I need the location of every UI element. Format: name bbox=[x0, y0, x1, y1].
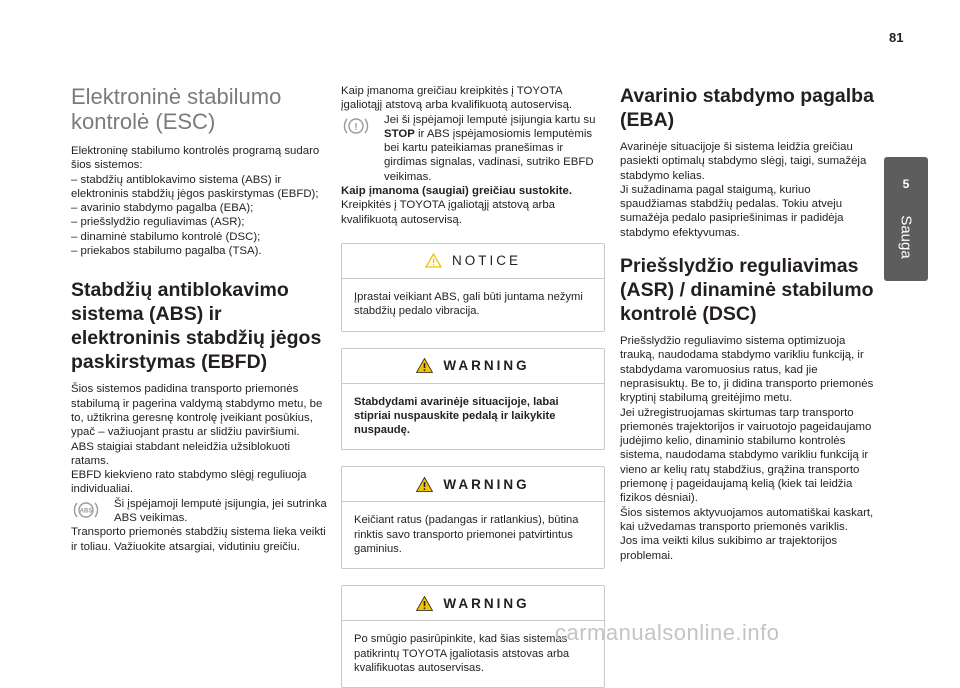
notice-header bbox=[342, 244, 604, 279]
asr-paragraph: Priešslydžio reguliavimo sistema optimizuoja trauką, naudodama stabdymo varikliu funkciją, ir stabdydama varomuosius ratus, kad jie neprasisuktų. Be to, ji didina transporto priemonės kryptinį stabilumą greitėjimo metu. bbox=[620, 335, 874, 405]
warning-header bbox=[342, 349, 604, 384]
eba-paragraph: Ji sužadinama pagal staigumą, kuriuo spaudžiamas stabdžių pedalas. Tokiu atveju sumažėja pedalo pasipriešinimas ir padidėja stabdymo efektyvumas. bbox=[620, 183, 844, 239]
abs-warning-lamp-note bbox=[71, 497, 329, 526]
warning-triangle-icon bbox=[416, 477, 433, 492]
esc-list-item: – stabdžių antiblokavimo sistema (ABS) ir elektroninis stabdžių jėgos paskirstymas (EBFD); bbox=[71, 173, 319, 200]
esc-list-item: – priešslydžio reguliavimas (ASR); bbox=[71, 216, 245, 229]
abs-paragraph: Transporto priemonės stabdžių sistema lieka veikti ir toliau. Važiuokite atsargiai, vidutiniu greičiu. bbox=[71, 526, 326, 553]
service-paragraph: Kaip įmanoma greičiau kreipkitės į TOYOTA įgaliotąjį atstovą arba kvalifikuotą autoservisą. bbox=[341, 85, 573, 112]
ebfd-warning-lamp-note bbox=[341, 113, 605, 184]
notice-triangle-icon bbox=[425, 253, 442, 268]
esc-heading bbox=[71, 84, 329, 134]
esc-heading-line1: Elektroninė stabilumo bbox=[71, 84, 282, 109]
watermark: carmanualsonline.info bbox=[555, 620, 780, 645]
warning-text: Stabdydami avarinėje situacijoje, labai stipriai nuspauskite pedalą ir laikykite nuspaudę. bbox=[354, 395, 559, 437]
column-left bbox=[71, 84, 329, 554]
stop-label: STOP bbox=[384, 127, 415, 140]
warning-text: Po smūgio pasirūpinkite, kad šias sistemas patikrintų TOYOTA įgaliotasis atstovas arba kvalifikuotas autoservisas. bbox=[354, 633, 570, 674]
column-right bbox=[620, 84, 878, 563]
asr-paragraph: Šios sistemos aktyvuojamos automatiškai kaskart, kai užvedamas transporto priemonės variklis. bbox=[620, 506, 874, 533]
esc-list-item: – priekabos stabilumo pagalba (TSA). bbox=[71, 245, 262, 258]
abs-warning-lamp-icon bbox=[73, 499, 99, 521]
esc-heading-line2: kontrolė (ESC) bbox=[71, 109, 216, 134]
abs-lamp-text: Ši įspėjamoji lemputė įsijungia, jei sutrinka ABS veikimas. bbox=[114, 497, 327, 525]
chapter-tab[interactable] bbox=[884, 157, 928, 281]
warning-header bbox=[342, 586, 604, 621]
abs-paragraph: EBFD kiekvieno rato stabdymo slėgį reguliuoja individualiai. bbox=[71, 469, 307, 496]
chapter-label: Sauga bbox=[897, 215, 915, 259]
ebfd-lamp-text-cont: ir ABS įspėjamosiomis lemputėmis bei kartu pateikiamas pranešimas ir girdimas signalas, vadinasi, sutriko EBFD veikimas. bbox=[384, 127, 594, 183]
asr-paragraph: Jos ima veikti kilus sukibimo ar trajektorijos problemai. bbox=[620, 535, 838, 562]
warning-box bbox=[341, 466, 605, 569]
esc-list-item: – dinaminė stabilumo kontrolė (DSC); bbox=[71, 230, 261, 243]
page-number: 81 bbox=[889, 30, 904, 45]
eba-paragraph: Avarinėje situacijoje ši sistema leidžia greičiau pasiekti optimalų stabdymo slėgį, taigi, sumažėja stabdymo kelias. bbox=[620, 141, 867, 182]
esc-list-item: – avarinio stabdymo pagalba (EBA); bbox=[71, 202, 254, 215]
svg-text:!: ! bbox=[354, 121, 358, 133]
stop-instruction: Kaip įmanoma (saugiai) greičiau sustokite. bbox=[341, 185, 573, 198]
ebfd-lamp-text: Jei ši įspėjamoji lemputė įsijungia kartu su bbox=[384, 113, 596, 126]
chapter-number: 5 bbox=[902, 177, 910, 191]
warning-title: WARNING bbox=[443, 476, 530, 492]
notice-title: NOTICE bbox=[451, 253, 521, 269]
column-middle bbox=[341, 84, 605, 688]
warning-text: Keičiant ratus (padangas ir ratlankius), būtina rinktis savo transporto priemonei patvirtintus gaminius. bbox=[354, 514, 579, 556]
warning-box bbox=[341, 348, 605, 451]
service-paragraph: Kreipkitės į TOYOTA įgaliotąjį atstovą arba kvalifikuotą autoservisą. bbox=[341, 199, 555, 226]
asr-paragraph: Jei užregistruojamas skirtumas tarp transporto priemonės trajektorijos ir vairuotojo pageidaujamo judėjimo kelio, dinaminio stabilumo kontrolės sistema, naudodama stabdymo varikliu funkciją ir vieno ar kelių ratų stabdžius, grąžina transporto priemonę į pageidaujamą kelią (kiek tai leidžia fizikos dėsniai). bbox=[620, 406, 872, 505]
svg-text:ABS: ABS bbox=[79, 508, 93, 515]
warning-triangle-icon bbox=[416, 358, 433, 373]
notice-text: Įprastai veikiant ABS, gali būti juntama nežymi stabdžių pedalo vibracija. bbox=[354, 290, 583, 318]
notice-box bbox=[341, 243, 605, 332]
abs-paragraph: ABS staigiai stabdant neleidžia užsiblokuoti ratams. bbox=[71, 440, 291, 467]
esc-intro: Elektroninę stabilumo kontrolės programą sudaro šios sistemos: bbox=[71, 145, 320, 172]
warning-header bbox=[342, 467, 604, 502]
asr-heading: Priešslydžio reguliavimas (ASR) / dinaminė stabilumo kontrolė (DSC) bbox=[620, 255, 874, 326]
abs-heading: Stabdžių antiblokavimo sistema (ABS) ir elektroninis stabdžių jėgos paskirstymas (EBFD) bbox=[71, 279, 322, 374]
warning-title: WARNING bbox=[443, 358, 530, 374]
eba-heading: Avarinio stabdymo pagalba (EBA) bbox=[620, 85, 874, 131]
abs-paragraph: Šios sistemos padidina transporto priemonės stabilumą ir pagerina valdymą stabdymo metu, be to, užtikrina geresnę kontrolę įveikiant posūkius, ypač – važiuojant prastu ar slidžiu paviršiumi. bbox=[71, 383, 323, 439]
brake-warning-lamp-icon bbox=[343, 115, 369, 137]
warning-triangle-icon bbox=[416, 596, 433, 611]
warning-title: WARNING bbox=[443, 595, 530, 611]
